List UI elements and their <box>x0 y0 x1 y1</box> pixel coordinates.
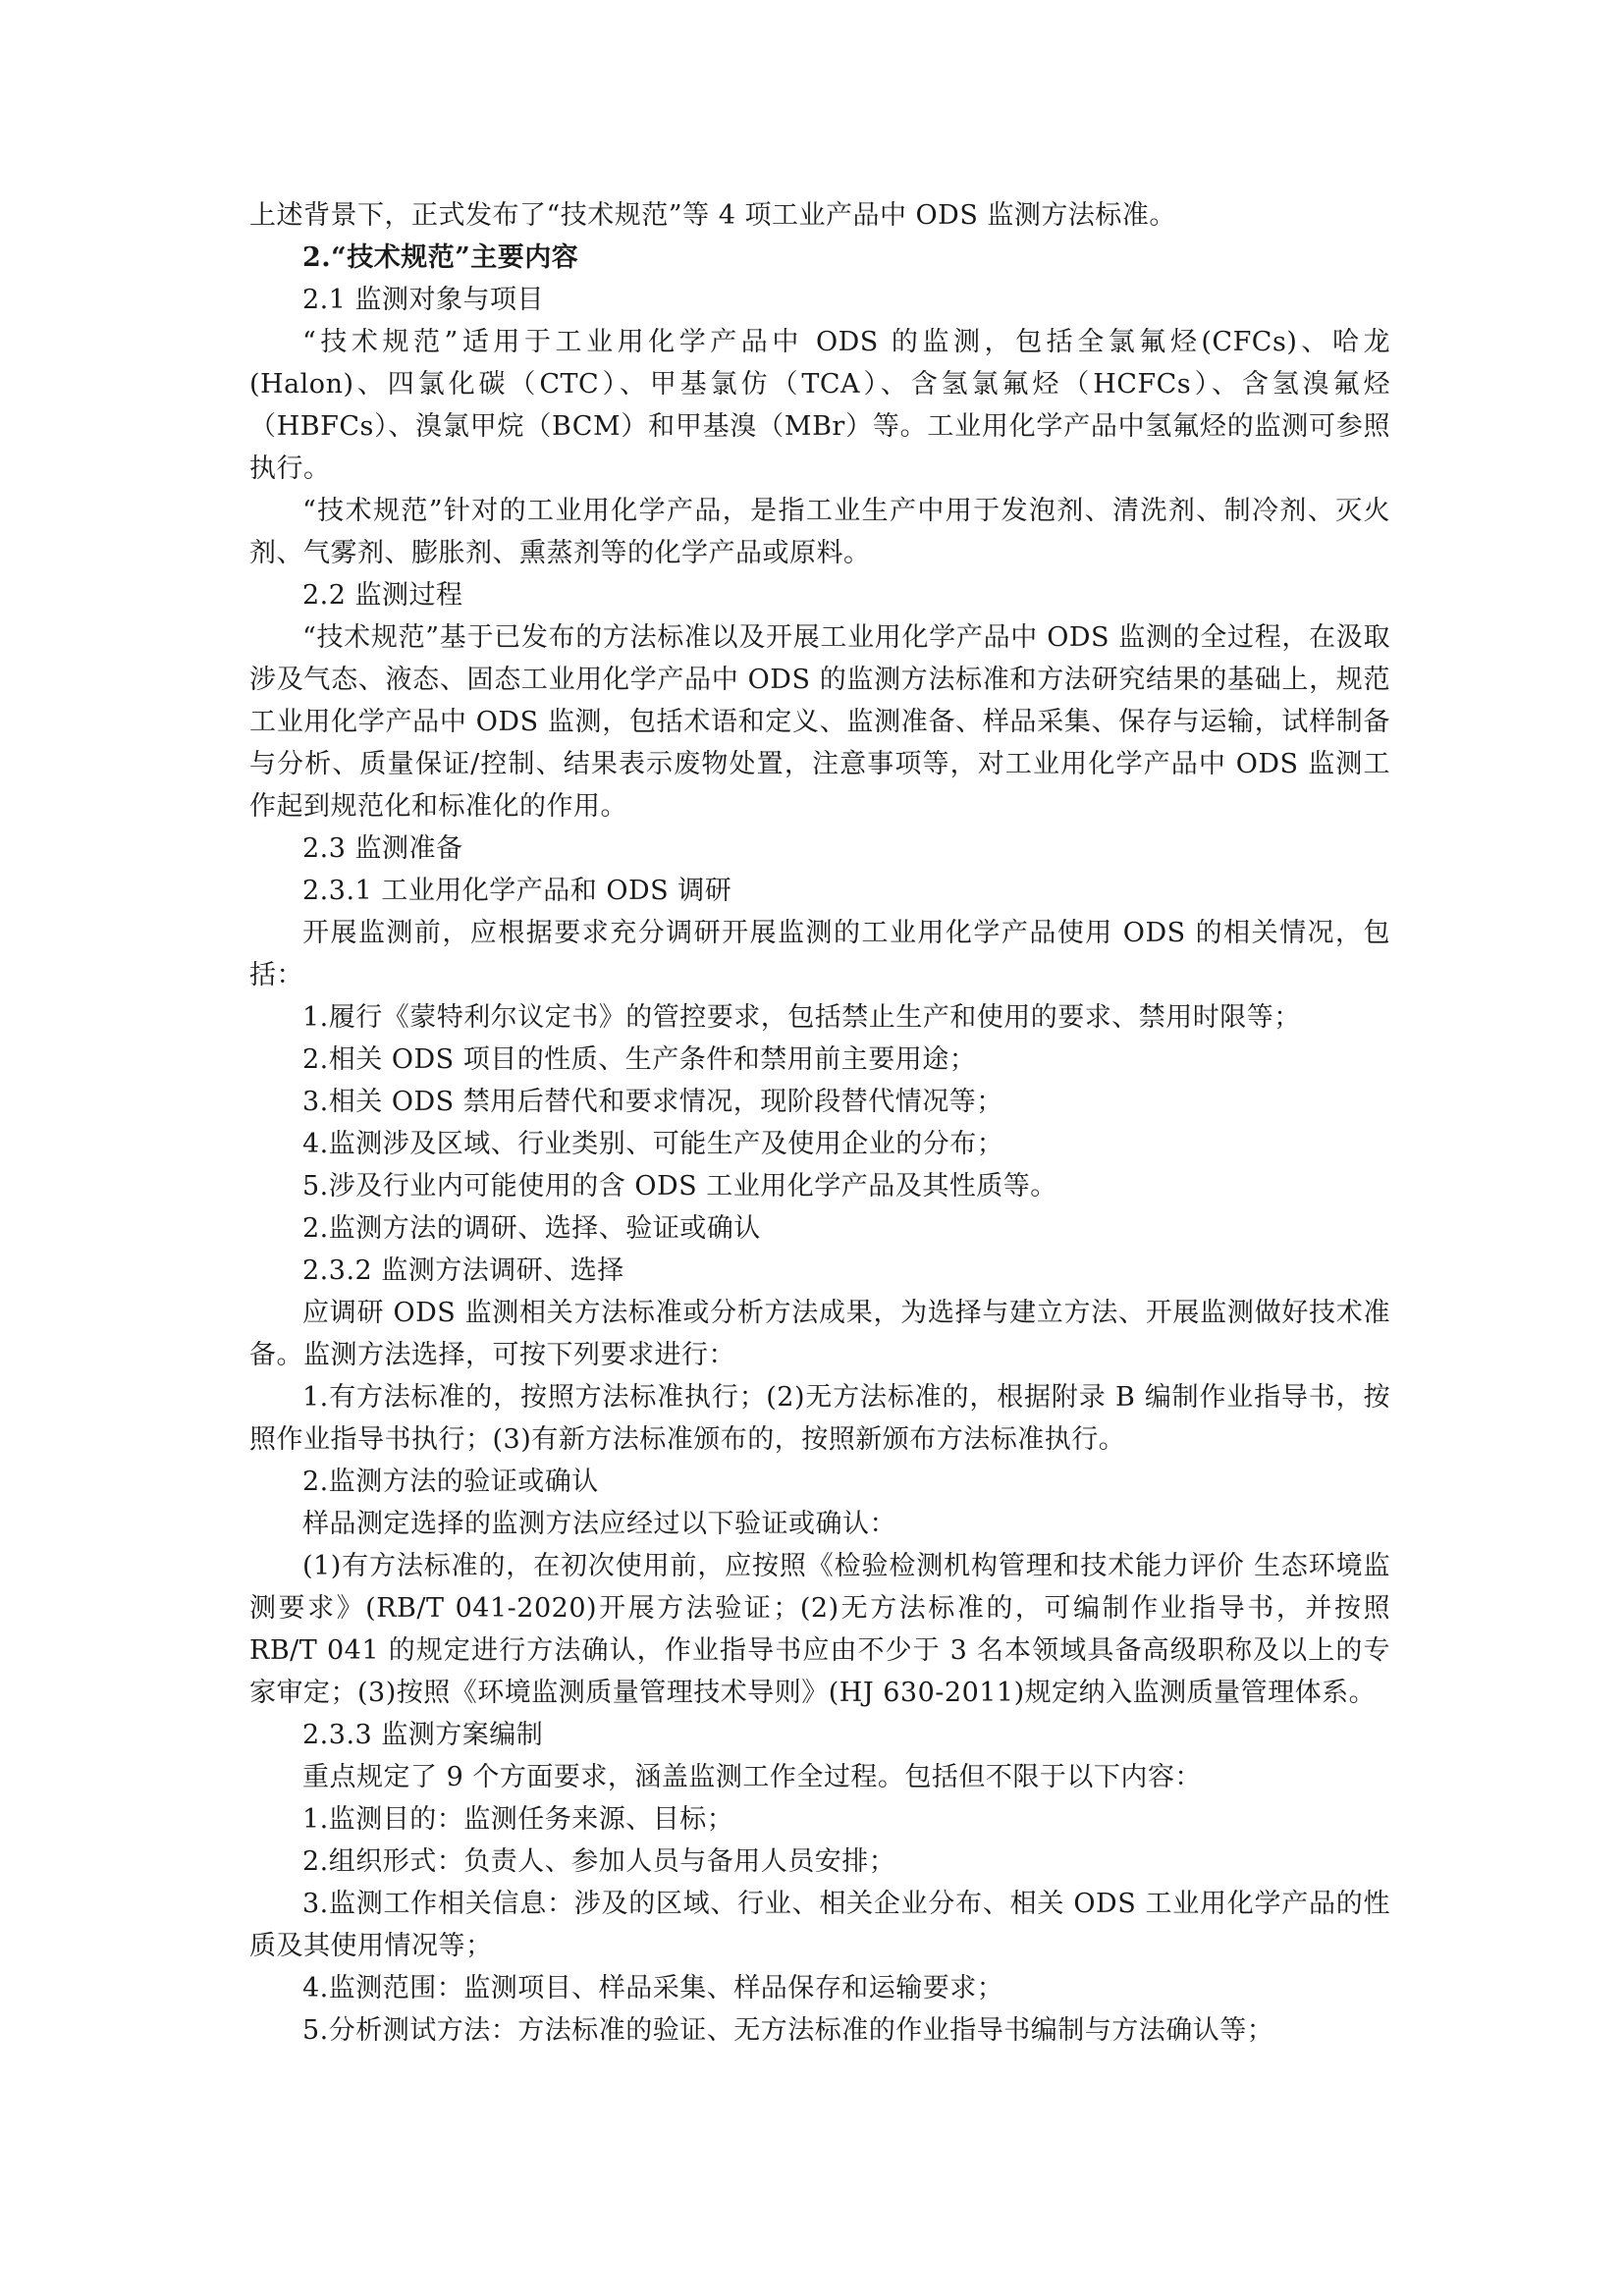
paragraph-research: 开展监测前，应根据要求充分调研开展监测的工业用化学产品使用 ODS 的相关情况，包括： <box>249 918 1390 990</box>
paragraph-scope: “技术规范”适用于工业用化学产品中 ODS 的监测，包括全氯氟烃(CFCs)、哈龙(Halon)、四氯化碳（CTC）、甲基氯仿（TCA）、含氢氯氟烃（HCFCs）、含氢溴氟烃（HBFCs）、溴氯甲烷（BCM）和甲基溴（MBr）等。工业用化学产品中氢氟烃的监测可参照执行。 <box>249 327 1390 484</box>
subheading-2-1: 2.1 监测对象与项目 <box>302 285 545 315</box>
list-item: 2.组织形式：负责人、参加人员与备用人员安排； <box>302 1846 896 1877</box>
subheading-2-3: 2.3 监测准备 <box>302 833 463 864</box>
paragraph-plan-intro: 重点规定了 9 个方面要求，涵盖监测工作全过程。包括但不限于以下内容： <box>302 1762 1202 1792</box>
subheading-method-research: 2.监测方法的调研、选择、验证或确认 <box>302 1213 761 1244</box>
paragraph-method-selection: 应调研 ODS 监测相关方法标准或分析方法成果，为选择与建立方法、开展监测做好技术准备。监测方法选择，可按下列要求进行： <box>249 1298 1390 1370</box>
document-body <box>249 194 1390 2052</box>
subheading-2-3-3: 2.3.3 监测方案编制 <box>302 1720 544 1750</box>
list-item: 5.分析测试方法：方法标准的验证、无方法标准的作业指导书编制与方法确认等； <box>302 2015 1274 2046</box>
subheading-method-verification: 2.监测方法的验证或确认 <box>302 1467 599 1497</box>
list-item: 4.监测范围：监测项目、样品采集、样品保存和运输要求； <box>302 1973 1004 2003</box>
paragraph-products: “技术规范”针对的工业用化学产品，是指工业生产中用于发泡剂、清洗剂、制冷剂、灭火剂、气雾剂、膨胀剂、熏蒸剂等的化学产品或原料。 <box>249 496 1390 568</box>
list-item: 2.相关 ODS 项目的性质、生产条件和禁用前主要用途； <box>302 1044 977 1075</box>
section-heading-2: 2.“技术规范”主要内容 <box>302 242 579 273</box>
list-item: 4.监测涉及区域、行业类别、可能生产及使用企业的分布； <box>302 1129 1004 1159</box>
list-item: 3.监测工作相关信息：涉及的区域、行业、相关企业分布、相关 ODS 工业用化学产品的性质及其使用情况等； <box>249 1889 1390 1961</box>
subheading-2-3-1: 2.3.1 工业用化学产品和 ODS 调研 <box>302 876 732 906</box>
paragraph-verification-detail: (1)有方法标准的，在初次使用前，应按照《检验检测机构管理和技术能力评价 生态环境监测要求》(RB/T 041-2020)开展方法验证；(2)无方法标准的，可编制作业指导书，并按照 RB/T 041 的规定进行方法确认，作业指导书应由不少于 3 名本领域具备高级职称及以上的专家审定；(3)按照《环境监测质量管理技术导则》(HJ 630-2011)规定纳入监测质量管理体系。 <box>249 1551 1390 1708</box>
list-item: 3.相关 ODS 禁用后替代和要求情况，现阶段替代情况等； <box>302 1087 1003 1117</box>
paragraph-intro: 上述背景下，正式发布了“技术规范”等 4 项工业产品中 ODS 监测方法标准。 <box>249 200 1176 231</box>
list-item: 1.履行《蒙特利尔议定书》的管控要求，包括禁止生产和使用的要求、禁用时限等； <box>302 1002 1301 1033</box>
subheading-2-3-2: 2.3.2 监测方法调研、选择 <box>302 1255 624 1286</box>
paragraph-process: “技术规范”基于已发布的方法标准以及开展工业用化学产品中 ODS 监测的全过程，在汲取涉及气态、液态、固态工业用化学产品中 ODS 的监测方法标准和方法研究结果的基础上，规范工业用化学产品中 ODS 监测，包括术语和定义、监测准备、样品采集、保存与运输，试样制备与分析、质量保证/控制、结果表示废物处置，注意事项等，对工业用化学产品中 ODS 监测工作起到规范化和标准化的作用。 <box>249 622 1390 822</box>
list-item: 5.涉及行业内可能使用的含 ODS 工业用化学产品及其性质等。 <box>302 1171 1057 1201</box>
list-item: 1.有方法标准的，按照方法标准执行；(2)无方法标准的，根据附录 B 编制作业指导书，按照作业指导书执行；(3)有新方法标准颁布的，按照新颁布方法标准执行。 <box>249 1382 1390 1455</box>
list-item: 1.监测目的：监测任务来源、目标； <box>302 1804 734 1835</box>
subheading-2-2: 2.2 监测过程 <box>302 580 463 611</box>
paragraph-verification-intro: 样品测定选择的监测方法应经过以下验证或确认： <box>302 1509 896 1539</box>
